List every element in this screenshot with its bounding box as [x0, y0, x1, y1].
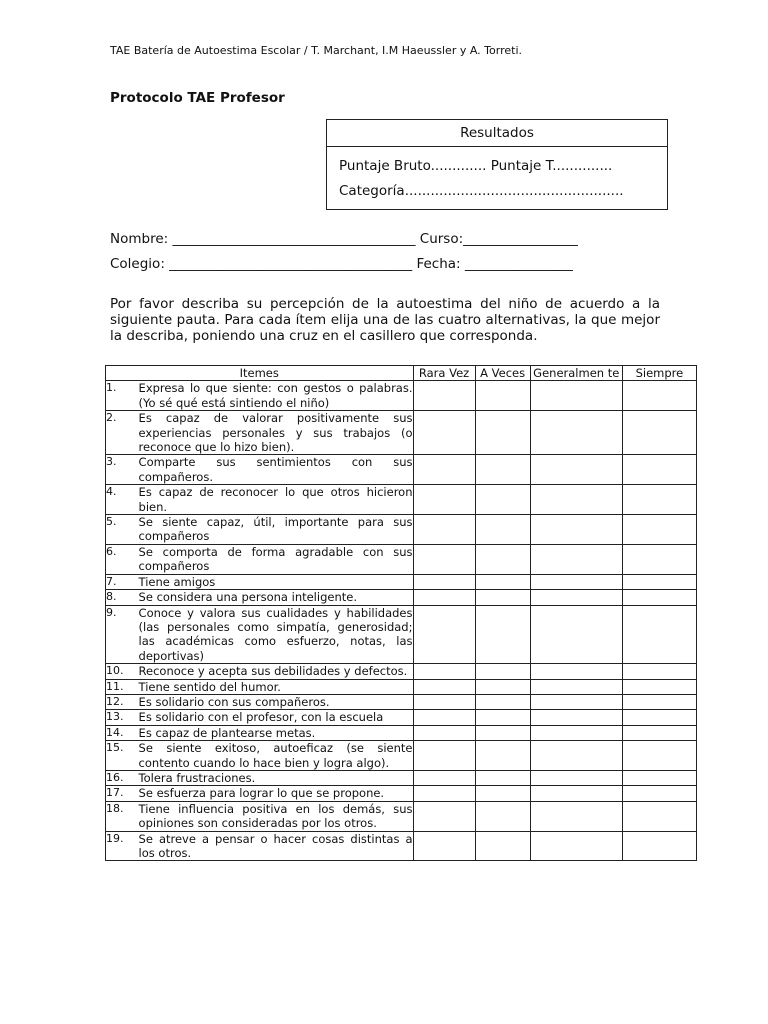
answer-cell-a-veces[interactable] [475, 411, 530, 455]
table-row [106, 411, 697, 455]
nombre-curso-field: Nombre: ____________________________________ Curso:_________________ [110, 231, 578, 247]
table-row [106, 590, 697, 605]
answer-cell-siempre[interactable] [622, 710, 696, 725]
answer-cell-siempre[interactable] [622, 455, 696, 485]
item-text: Expresa lo que siente: con gestos o palabras. (Yo sé qué está sintiendo el niño) [138, 381, 413, 410]
table-row [106, 694, 697, 709]
item-text: Es capaz de plantearse metas. [139, 725, 413, 740]
answer-cell-siempre[interactable] [622, 605, 696, 664]
answer-cell-generalmente[interactable] [530, 741, 622, 771]
answer-cell-siempre[interactable] [622, 544, 696, 574]
item-text: Tiene sentido del humor. [139, 679, 413, 694]
header-a-veces: A Veces [475, 366, 530, 381]
answer-cell-generalmente[interactable] [530, 381, 622, 411]
answer-cell-rara-vez[interactable] [413, 770, 475, 785]
answer-cell-generalmente[interactable] [530, 590, 622, 605]
table-row [106, 455, 697, 485]
results-title: Resultados [460, 125, 534, 141]
answer-cell-generalmente[interactable] [530, 485, 622, 515]
answer-cell-siempre[interactable] [622, 664, 696, 679]
item-number: 12. [106, 694, 139, 709]
table-row [106, 574, 697, 589]
results-divider [327, 146, 667, 147]
table-row [106, 679, 697, 694]
item-number: 17. [106, 786, 139, 801]
answer-cell-rara-vez[interactable] [413, 831, 475, 861]
answer-cell-rara-vez[interactable] [413, 725, 475, 740]
items-table [105, 365, 697, 861]
table-row [106, 710, 697, 725]
results-score-line: Puntaje Bruto............. Puntaje T.............. [339, 158, 613, 174]
answer-cell-rara-vez[interactable] [413, 485, 475, 515]
answer-cell-rara-vez[interactable] [413, 679, 475, 694]
answer-cell-a-veces[interactable] [475, 381, 530, 411]
page-title: Protocolo TAE Profesor [110, 90, 285, 106]
item-text: Tiene influencia positiva en los demás, sus opiniones son consideradas por los otros. [138, 801, 413, 831]
header-generalmente: Generalmen te [530, 366, 622, 381]
answer-cell-a-veces[interactable] [475, 801, 530, 831]
answer-cell-a-veces[interactable] [475, 679, 530, 694]
answer-cell-rara-vez[interactable] [413, 544, 475, 574]
table-row [106, 725, 697, 740]
answer-cell-siempre[interactable] [622, 574, 696, 589]
item-number: 10. [106, 664, 139, 679]
answer-cell-rara-vez[interactable] [413, 455, 475, 485]
table-row [106, 786, 697, 801]
item-text: Comparte sus sentimientos con sus compañeros. [138, 455, 413, 484]
item-text: Se esfuerza para lograr lo que se propone. [139, 786, 413, 801]
answer-cell-rara-vez[interactable] [413, 381, 475, 411]
item-number: 13. [106, 710, 139, 725]
item-text: Se atreve a pensar o hacer cosas distintas a los otros. [138, 831, 413, 860]
answer-cell-rara-vez[interactable] [413, 801, 475, 831]
item-text: Tiene amigos [139, 574, 413, 589]
header-items: Itemes [106, 366, 414, 381]
answer-cell-siempre[interactable] [622, 590, 696, 605]
answer-cell-a-veces[interactable] [475, 664, 530, 679]
answer-cell-rara-vez[interactable] [413, 590, 475, 605]
answer-cell-a-veces[interactable] [475, 831, 530, 861]
item-number: 6. [106, 544, 139, 574]
answer-cell-a-veces[interactable] [475, 725, 530, 740]
item-text: Se considera una persona inteligente. [139, 590, 413, 605]
answer-cell-generalmente[interactable] [530, 605, 622, 664]
item-text: Es capaz de reconocer lo que otros hicieron bien. [138, 485, 413, 514]
item-text: Tolera frustraciones. [139, 770, 413, 785]
answer-cell-generalmente[interactable] [530, 515, 622, 545]
answer-cell-generalmente[interactable] [530, 664, 622, 679]
item-number: 4. [106, 485, 139, 515]
item-number: 9. [106, 605, 139, 664]
answer-cell-siempre[interactable] [622, 515, 696, 545]
answer-cell-a-veces[interactable] [475, 786, 530, 801]
item-text: Reconoce y acepta sus debilidades y defectos. [139, 664, 413, 679]
colegio-fecha-field: Colegio: ____________________________________ Fecha: ________________ [110, 256, 573, 272]
table-row [106, 741, 697, 771]
answer-cell-siempre[interactable] [622, 786, 696, 801]
answer-cell-a-veces[interactable] [475, 605, 530, 664]
answer-cell-generalmente[interactable] [530, 544, 622, 574]
answer-cell-a-veces[interactable] [475, 544, 530, 574]
item-text: Se siente exitoso, autoeficaz (se siente contento cuando lo hace bien y logra algo). [138, 741, 413, 770]
table-row [106, 831, 697, 861]
answer-cell-a-veces[interactable] [475, 485, 530, 515]
item-text: Se comporta de forma agradable con sus compañeros [138, 544, 413, 574]
item-number: 5. [106, 515, 139, 545]
answer-cell-rara-vez[interactable] [413, 574, 475, 589]
answer-cell-generalmente[interactable] [530, 725, 622, 740]
item-number: 14. [106, 725, 139, 740]
table-row [106, 605, 697, 664]
answer-cell-siempre[interactable] [622, 725, 696, 740]
answer-cell-a-veces[interactable] [475, 590, 530, 605]
header-rara-vez: Rara Vez [413, 366, 475, 381]
answer-cell-generalmente[interactable] [530, 694, 622, 709]
item-number: 18. [106, 801, 139, 831]
answer-cell-siempre[interactable] [622, 679, 696, 694]
item-number: 2. [106, 411, 139, 455]
item-number: 16. [106, 770, 139, 785]
answer-cell-a-veces[interactable] [475, 694, 530, 709]
table-row [106, 544, 697, 574]
answer-cell-rara-vez[interactable] [413, 741, 475, 771]
table-row [106, 485, 697, 515]
item-number: 15. [106, 741, 139, 771]
item-text: Conoce y valora sus cualidades y habilidades (las personales como simpatía, generosidad; las académicas como esfuerzo, notas, las deportivas) [138, 605, 413, 663]
answer-cell-siempre[interactable] [622, 485, 696, 515]
answer-cell-rara-vez[interactable] [413, 786, 475, 801]
item-number: 8. [106, 590, 139, 605]
answer-cell-rara-vez[interactable] [413, 710, 475, 725]
answer-cell-generalmente[interactable] [530, 710, 622, 725]
results-category-line: Categoría................................................... [339, 183, 624, 199]
answer-cell-siempre[interactable] [622, 381, 696, 411]
item-number: 3. [106, 455, 139, 485]
answer-cell-a-veces[interactable] [475, 770, 530, 785]
table-row [106, 515, 697, 545]
answer-cell-siempre[interactable] [622, 411, 696, 455]
answer-cell-a-veces[interactable] [475, 455, 530, 485]
answer-cell-siempre[interactable] [622, 801, 696, 831]
item-number: 19. [106, 831, 139, 861]
answer-cell-generalmente[interactable] [530, 770, 622, 785]
answer-cell-generalmente[interactable] [530, 786, 622, 801]
answer-cell-generalmente[interactable] [530, 801, 622, 831]
answer-cell-generalmente[interactable] [530, 411, 622, 455]
answer-cell-a-veces[interactable] [475, 574, 530, 589]
items-body [106, 381, 697, 861]
answer-cell-generalmente[interactable] [530, 831, 622, 861]
table-row [106, 664, 697, 679]
item-text: Es solidario con sus compañeros. [139, 694, 413, 709]
answer-cell-generalmente[interactable] [530, 679, 622, 694]
answer-cell-a-veces[interactable] [475, 515, 530, 545]
item-text: Es solidario con el profesor, con la escuela [139, 710, 413, 725]
answer-cell-generalmente[interactable] [530, 455, 622, 485]
answer-cell-siempre[interactable] [622, 694, 696, 709]
answer-cell-rara-vez[interactable] [413, 694, 475, 709]
answer-cell-generalmente[interactable] [530, 574, 622, 589]
answer-cell-a-veces[interactable] [475, 710, 530, 725]
answer-cell-rara-vez[interactable] [413, 605, 475, 664]
table-row [106, 801, 697, 831]
item-number: 7. [106, 574, 139, 589]
answer-cell-siempre[interactable] [622, 770, 696, 785]
item-number: 1. [106, 381, 139, 411]
answer-cell-rara-vez[interactable] [413, 515, 475, 545]
item-text: Es capaz de valorar positivamente sus experiencias personales y sus trabajos (o reconoce que lo hizo bien). [138, 411, 413, 455]
table-row [106, 381, 697, 411]
item-text: Se siente capaz, útil, importante para sus compañeros [138, 515, 413, 544]
answer-cell-rara-vez[interactable] [413, 411, 475, 455]
instructions: Por favor describa su percepción de la autoestima del niño de acuerdo a la siguiente pauta. Para cada ítem elija una de las cuatro alternativas, la que mejor la describa, poniendo una cruz en el casillero que corresponda. [110, 296, 660, 344]
answer-cell-rara-vez[interactable] [413, 664, 475, 679]
item-number: 11. [106, 679, 139, 694]
answer-cell-a-veces[interactable] [475, 741, 530, 771]
answer-cell-siempre[interactable] [622, 831, 696, 861]
document-header: TAE Batería de Autoestima Escolar / T. Marchant, I.M Haeussler y A. Torreti. [110, 44, 523, 57]
table-row [106, 770, 697, 785]
header-siempre: Siempre [622, 366, 696, 381]
results-box [326, 119, 668, 210]
table-header-row [106, 366, 697, 381]
answer-cell-siempre[interactable] [622, 741, 696, 771]
